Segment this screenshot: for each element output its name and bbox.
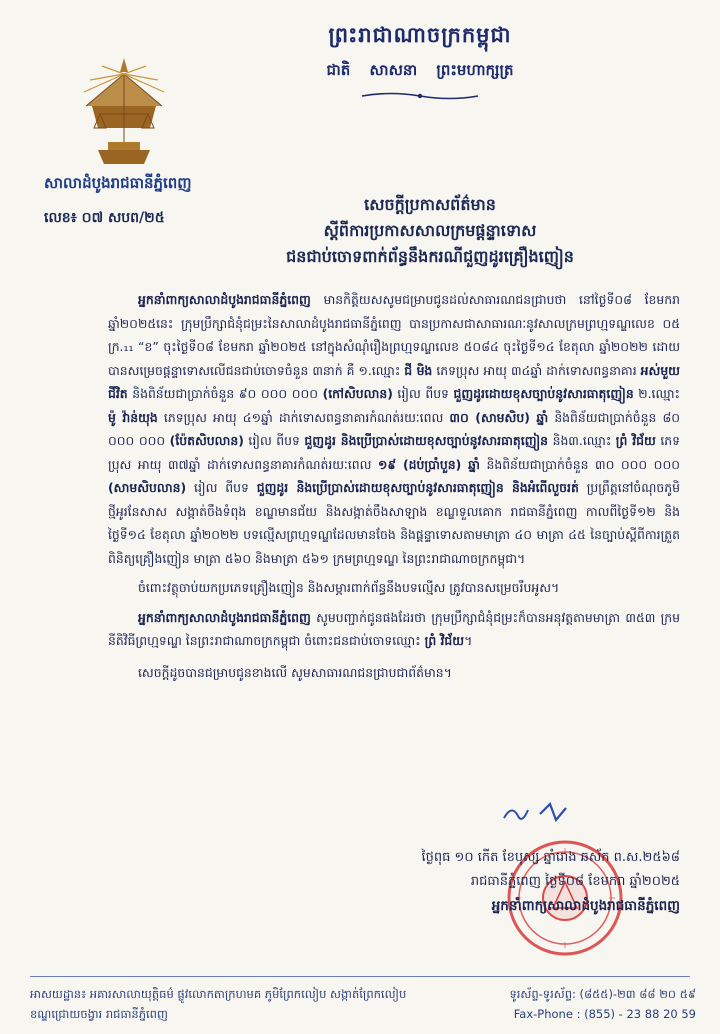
paragraph-verdict [108,288,680,570]
fax-number: Fax-Phone : (855) - 23 88 20 59 [513,1007,696,1021]
phone-number: ទូរស័ព្ទ-ទូរស័ព្ទ: (៨៥៥)-២៣ ៨៨ ២០ ៥៩ [509,987,696,1001]
verdict-text: រៀល ពីបទ [243,433,305,448]
sentence-2: ៣០ (សាមសិប) ឆ្នាំ [449,409,549,425]
document-titles [200,192,660,270]
title-line-3: ជនជាប់ចោទពាក់ព័ន្ធនឹងករណីជួញដូរគ្រឿងញៀន [286,247,574,266]
verdict-text: ភេទប្រុស អាយុ ៣៧ឆ្នាំ ដាក់ទោសពន្ធនាគារកំណត់រយៈពេល [108,433,681,472]
verdict-text: និងពិន័យជាប្រាក់ចំនួន ៩០ ០០០ ០០០ [127,386,323,401]
signer-title: អ្នកនាំពាក្យសាលាដំបូងរាជធានីភ្នំពេញ [491,898,680,914]
defendant-3-name: ព្រំ វិជ័យ [424,633,465,648]
paragraph-closing: សេចក្តីដូចបានជម្រាបជូនខាងលើ សូមសាធារណជនជ្រាបជាព័ត៌មាន។ [138,664,452,680]
signature-mark-icon [500,800,580,826]
additional-text: សូមបញ្ជាក់ជូនផងដែរថា ក្រុមប្រឹក្សាជំនុំជម្រះក៏បានអនុវត្តតាមមាត្រា ៣៥៣ ក្រមនីតិវិធីព្រហ្មទណ្ឌ នៃព្រះរាជាណាចក្រកម្ពុជា ចំពោះជនជាប់ចោទឈ្មោះ [108,609,680,648]
charge-2: ជួញដូរ និងប្រើប្រាស់ដោយខុសច្បាប់នូវសារធាតុញៀន [304,433,549,448]
verdict-text: និង៣.ឈ្មោះ [548,433,616,448]
court-emblem-icon [78,52,170,170]
charge-3: ជួញដូរ និងប្រើប្រាស់ដោយខុសច្បាប់នូវសារធាតុញៀន និងអំពើលួចរត់ [256,480,579,495]
defendant-3-name: ព្រំ វិជ័យ [615,433,656,448]
verdict-text: ភេទប្រុស អាយុ ៤១ឆ្នាំ ដាក់ទោសពន្ធនាគារកំណត់រយៈពេល [157,409,450,425]
fine-1-words: (កៅសិបលាន) [322,386,393,401]
date-place: រាជធានីភ្នំពេញ ថ្ងៃទី០៨ ខែមករា ឆ្នាំ២០២៥ [470,874,680,889]
verdict-text: និងពិន័យជាប្រាក់ចំនួន ៣០ ០០០ ០០០ [479,456,680,472]
paragraph-confiscation: ចំពោះវត្ថុចាប់យកប្រភេទគ្រឿងញៀន និងសម្ភារពាក់ព័ន្ធនឹងបទល្មើស ត្រូវបានសម្រេចរឹបអូស។ [138,580,560,595]
verdict-text: ប្រព្រឹត្តនៅចំណុចភូមិថ្មីអូរនែសាស សង្កាត់ចឹងទំពុង ខណ្ឌមានជ័យ និងសង្កាត់ចឹងសាឡាង ខណ្ឌទួលគោក រាជធានីភ្នំពេញ កាលពីថ្ងៃទី១២ និងថ្ងៃទី១៤ ខែតុលា ឆ្នាំ២០២២ បទល្មើសព្រហ្មទណ្ឌដែលមានចែង និងផ្តន្ទាទោសតាមមាត្រា ៤០ មាត្រា ៤៥ នៃច្បាប់ស្តីពីការត្រួតពិនិត្យគ្រឿងញៀន មាត្រា ៥៦០ និងមាត្រា ៥៦១ ក្រមព្រហ្មទណ្ឌ នៃព្រះរាជាណាចក្រកម្ពុជា។ [108,480,681,566]
charge-1: ជួញដូរដោយខុសច្បាប់នូវសារធាតុញៀន [453,386,634,401]
verdict-text: ២.ឈ្មោះ [633,386,680,401]
verdict-text: រៀល ពីបទ [186,480,257,495]
ornament-divider [240,89,600,107]
verdict-text: និងពិន័យជាប្រាក់ចំនួន ៨០ ០០០ ០០០ [108,409,681,448]
title-line-1: សេចក្តីប្រកាសព័ត៌មាន [364,195,496,214]
footer-divider [30,976,690,977]
address-line-1: អាសយដ្ឋាន៖ អគារសាលាយុត្តិធម៌ ផ្លូវលោកតាក្រហមគ ភូមិព្រែកលៀប សង្កាត់ព្រែកលៀប [30,987,407,1001]
fine-2-words: (ប៉ែតសិបលាន) [169,433,244,448]
document-body [108,288,680,684]
spokesperson-label: អ្នកនាំពាក្យសាលាដំបូងរាជធានីភ្នំពេញ [138,609,311,625]
verdict-text: ភេទប្រុស អាយុ ៣៤ឆ្នាំ ដាក់ទោសពន្ធនាគារ [432,362,641,378]
sentence-1: អស់មួយជីវិត [108,362,680,401]
signature-block [380,846,680,918]
verdict-text: មានកិត្តិយសសូមជម្រាបជូនដល់សាធារណជនជ្រាបថា នៅថ្ងៃទី០៨ ខែមករា ឆ្នាំ២០២៥នេះ ក្រុមប្រឹក្សាជំនុំជម្រះនៃសាលាដំបូងរាជធានីភ្នំពេញ បានប្រកាសជាសាធារណៈនូវសាលក្រមព្រហ្មទណ្ឌលេខ ០៥ ក្រ.₁₁ “ខ” ចុះថ្ងៃទី០៨ ខែមករា ឆ្នាំ២០២៥ នៅក្នុងសំណុំរឿងព្រហ្មទណ្ឌលេខ ៥០៨៤ ចុះថ្ងៃទី១៤ ខែតុលា ឆ្នាំ២០២២ ដោយបានសម្រេចផ្តន្ទាទោសលើជនជាប់ចោទចំនួន ៣នាក់ គឺ ១.ឈ្មោះ [108,292,680,378]
court-name: សាលាដំបូងរាជធានីភ្នំពេញ [44,174,192,192]
date-lunar: ថ្ងៃពុធ ១០ កើត ខែបុស្ស ឆ្នាំរោង ឆស័ក ព.ស.២៥៦៨ [421,850,680,865]
additional-text: ។ [464,633,473,648]
footer-contact [496,984,696,1024]
reference-number: លេខ៖ ០៧ សបព/២៥ [44,210,165,226]
title-line-2: ស្តីពីការប្រកាសសាលក្រមផ្តន្ទាទោស [323,221,537,240]
sentence-3: ១៩ (ដប់ប្រាំបួន) ឆ្នាំ [377,456,480,472]
paragraph-additional [108,606,680,653]
kingdom-header [240,22,600,107]
address-line-2: ខណ្ឌជ្រោយចង្វារ រាជធានីភ្នំពេញ [30,1007,168,1021]
defendant-1-name: ជី មិង [404,362,433,378]
footer-address [30,984,490,1024]
defendant-2-name: ម៉ូ វ៉ាន់យុង [108,409,158,425]
spokesperson-label: អ្នកនាំពាក្យសាលាដំបូងរាជធានីភ្នំពេញ [138,292,311,307]
verdict-text: រៀល ពីបទ [392,386,454,401]
kingdom-title: ព្រះរាជាណាចក្រកម្ពុជា [328,22,512,47]
fine-3-words: (សាមសិបលាន) [108,480,187,495]
national-motto: ជាតិ សាសនា ព្រះមហាក្សត្រ [326,61,514,79]
